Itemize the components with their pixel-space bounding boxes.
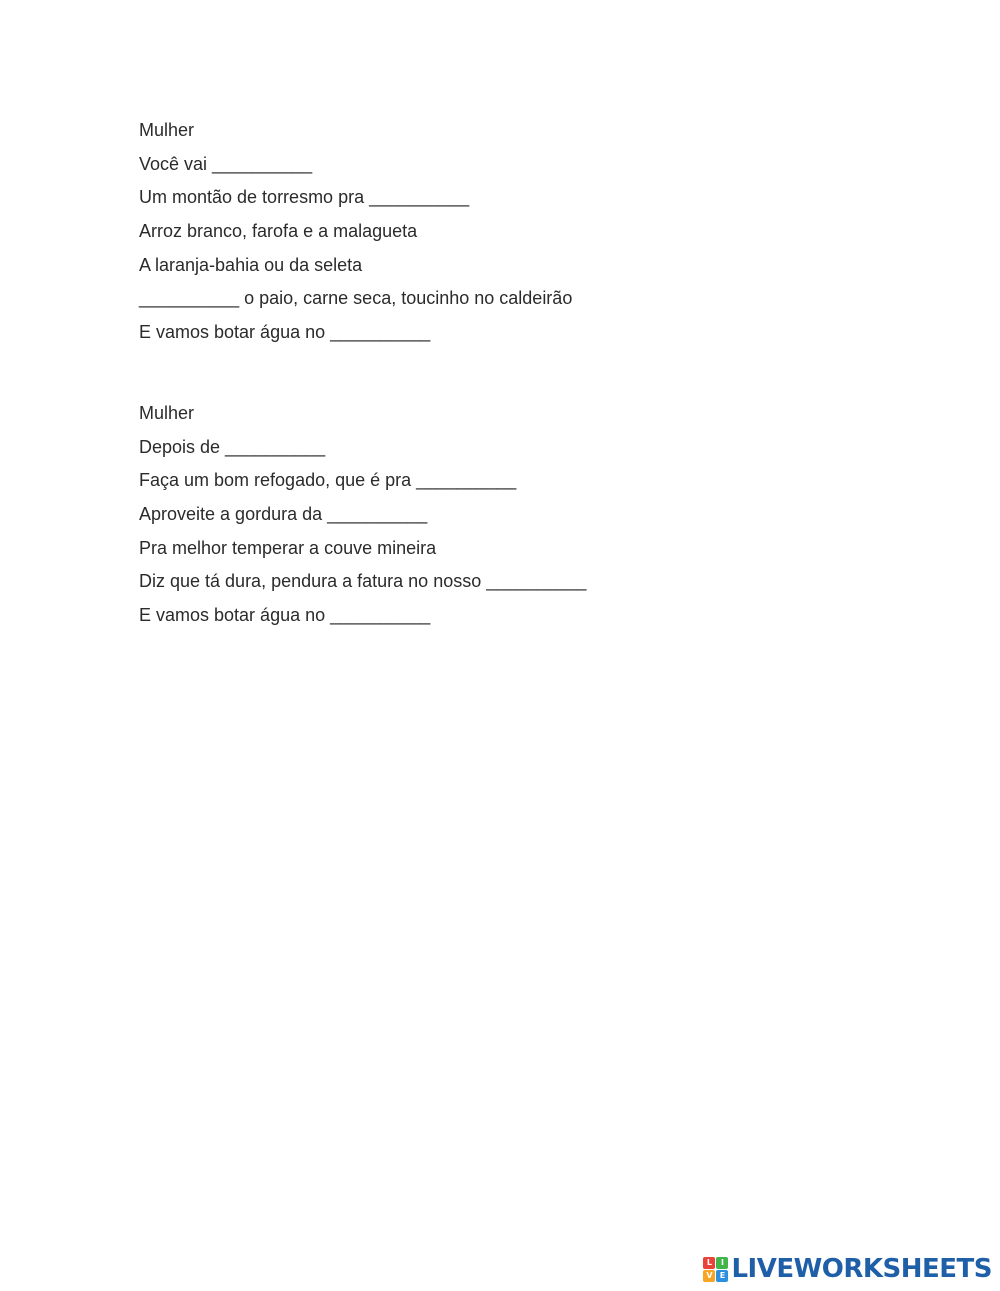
lyric-line: E vamos botar água no __________ [139, 322, 431, 343]
lyric-line: Aproveite a gordura da __________ [139, 504, 428, 525]
logo-tile: E [716, 1270, 728, 1282]
liveworksheets-wordmark: LIVEWORKSHEETS [731, 1254, 992, 1284]
logo-tile: I [716, 1257, 728, 1269]
lyric-line: Pra melhor temperar a couve mineira [139, 537, 437, 558]
liveworksheets-brand [703, 1255, 992, 1283]
lyric-line: Você vai __________ [139, 153, 313, 174]
lyric-line: Depois de __________ [139, 436, 326, 457]
logo-tile: V [703, 1270, 715, 1282]
lyric-line: Mulher [139, 120, 195, 140]
lyric-line: Um montão de torresmo pra __________ [139, 187, 470, 208]
liveworksheets-logo-icon [703, 1257, 728, 1282]
logo-tile: L [703, 1257, 715, 1269]
stanza-2 [139, 397, 586, 633]
stanza-1 [139, 114, 572, 350]
lyric-line: __________ o paio, carne seca, toucinho no caldeirão [139, 288, 573, 309]
lyric-line: Diz que tá dura, pendura a fatura no nosso __________ [139, 571, 587, 592]
lyric-line: Arroz branco, farofa e a malagueta [139, 221, 418, 242]
lyric-line: A laranja-bahia ou da seleta [139, 254, 363, 275]
lyric-line: Faça um bom refogado, que é pra __________ [139, 470, 517, 491]
lyric-line: Mulher [139, 403, 195, 423]
lyric-line: E vamos botar água no __________ [139, 605, 431, 626]
